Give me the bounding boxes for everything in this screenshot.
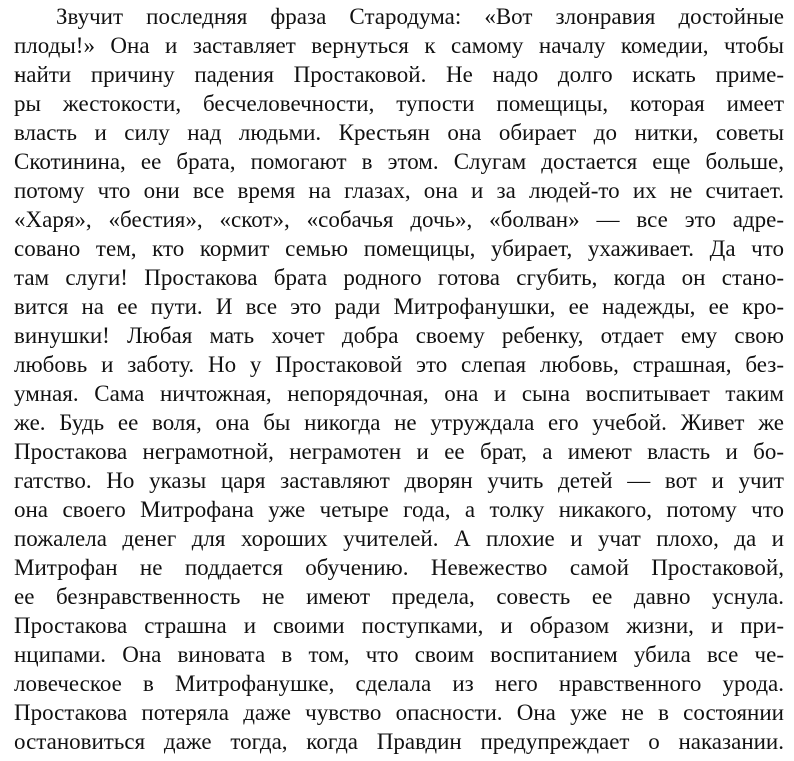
text-line-12: винушки! Любая мать хочет добра своему ребенку, отдает ему свою xyxy=(14,323,784,348)
text-line-14: умная. Сама ничтожная, непорядочная, она и сына воспитывает таким xyxy=(14,381,784,406)
text-line-23: нципами. Она виновата в том, что своим воспитанием убила все че- xyxy=(14,642,784,667)
text-line-8: «Харя», «бестия», «скот», «собачья дочь», «болван» — все это адре- xyxy=(14,207,784,232)
text-line-1: Звучит последняя фраза Стародума: «Вот злонравия достойные xyxy=(56,4,784,29)
text-line-21: ее безнравственность не имеют предела, совесть ее давно уснула. xyxy=(14,584,784,609)
text-line-16: Простакова неграмотной, неграмотен и ее брат, а имеют власть и бо- xyxy=(14,439,784,464)
text-line-22: Простакова страшна и своими поступками, и образом жизни, и при- xyxy=(14,613,784,638)
text-line-17: гатство. Но указы царя заставляют дворян учить детей — вот и учит xyxy=(14,468,784,493)
text-line-18: она своего Митрофана уже четыре года, а толку никакого, потому что xyxy=(14,497,784,522)
text-line-7: потому что они все время на глазах, она и за людей-то их не считает. xyxy=(14,178,784,203)
scanned-page xyxy=(14,0,784,761)
text-line-20: Митрофан не поддается обучению. Невежество самой Простаковой, xyxy=(14,555,784,580)
text-line-10: там слуги! Простакова брата родного готова сгубить, когда он стано- xyxy=(14,265,784,290)
text-line-9: совано тем, кто кормит семью помещицы, убирает, ухаживает. Да что xyxy=(14,236,784,261)
text-line-19: пожалела денег для хороших учителей. А плохие и учат плохо, да и xyxy=(14,526,784,551)
text-line-13: любовь и заботу. Но у Простаковой это слепая любовь, страшная, без- xyxy=(14,352,784,377)
text-line-15: же. Будь ее воля, она бы никогда не утруждала его учебой. Живет же xyxy=(14,410,784,435)
text-line-2: плоды!» Она и заставляет вернуться к самому началу комедии, чтобы xyxy=(14,33,784,58)
text-line-3: найти причину падения Простаковой. Не надо долго искать приме- xyxy=(14,62,784,87)
text-line-26: остановиться даже тогда, когда Правдин предупреждает о наказании. xyxy=(14,729,784,754)
text-line-5: власть и силу над людьми. Крестьян она обирает до нитки, советы xyxy=(14,120,784,145)
text-line-11: вится на ее пути. И все это ради Митрофанушки, ее надежды, ее кро- xyxy=(14,294,784,319)
text-line-6: Скотинина, ее брата, помогают в этом. Слугам достается еще больше, xyxy=(14,149,784,174)
text-line-25: Простакова потеряла даже чувство опасности. Она уже не в состоянии xyxy=(14,700,784,725)
text-line-4: ры жестокости, бесчеловечности, тупости помещицы, которая имеет xyxy=(14,91,784,116)
text-line-24: ловеческое в Митрофанушке, сделала из него нравственного урода. xyxy=(14,671,784,696)
